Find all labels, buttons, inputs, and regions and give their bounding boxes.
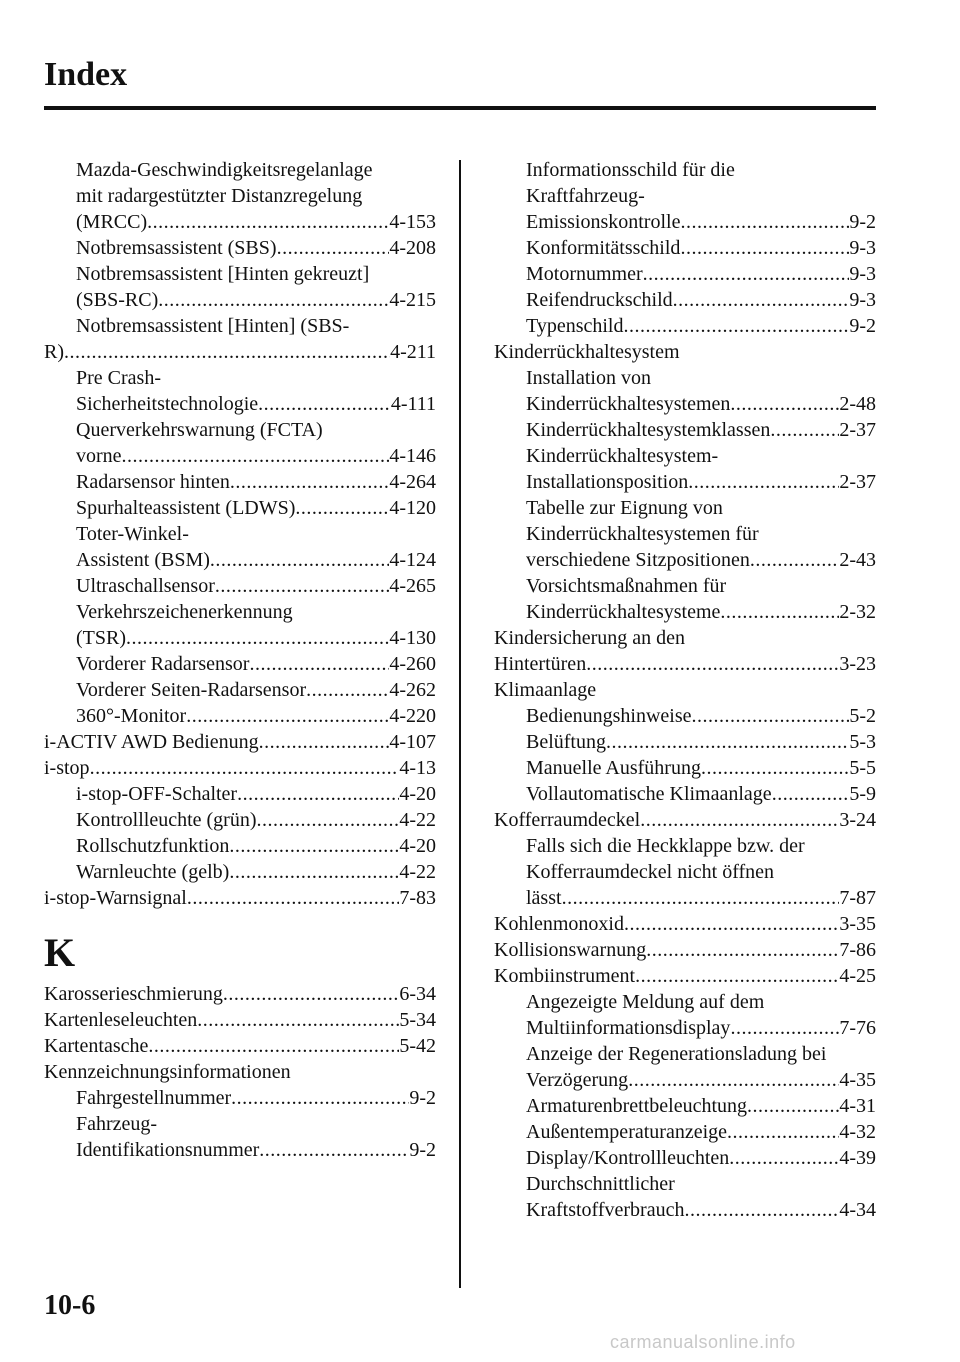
index-entry [494, 235, 876, 261]
index-entry-label: Kartentasche [44, 1035, 149, 1057]
index-entry [494, 1145, 876, 1171]
index-entry [44, 183, 436, 209]
index-entry-label: lässt [526, 887, 562, 909]
index-entry [44, 651, 436, 677]
index-entry-page: 9-3 [849, 289, 876, 311]
index-entry [494, 1197, 876, 1223]
index-entry [44, 521, 436, 547]
dot-leader [643, 261, 850, 287]
index-entry-label: Konformitätsschild [526, 237, 681, 259]
index-entry-page: 4-25 [839, 965, 876, 987]
dot-leader [684, 1197, 839, 1223]
index-entry-label: (SBS-RC) [76, 289, 159, 311]
index-entry-label: Informationsschild für die [526, 159, 735, 181]
index-entry [44, 755, 436, 781]
index-entry-label: Spurhalteassistent (LDWS) [76, 497, 296, 519]
dot-leader [259, 729, 390, 755]
index-entry [44, 547, 436, 573]
index-entry [494, 1067, 876, 1093]
index-entry [44, 1137, 436, 1163]
index-entry [494, 1015, 876, 1041]
index-entry-label: i-stop-Warnsignal [44, 887, 187, 909]
index-entry-label: Vorsichtsmaßnahmen für [526, 575, 727, 597]
index-entry-label: Verkehrszeichenerkennung [76, 601, 293, 623]
watermark: carmanualsonline.info [610, 1332, 796, 1352]
index-entry [494, 703, 876, 729]
index-entry-label: Kinderrückhaltesysteme [526, 601, 721, 623]
index-entry-page: 4-211 [390, 341, 436, 363]
index-entry [44, 859, 436, 885]
dot-leader [257, 807, 400, 833]
index-entry [44, 469, 436, 495]
index-entry-page: 2-37 [839, 419, 876, 441]
index-entry [44, 833, 436, 859]
index-entry-page: 4-153 [389, 211, 436, 233]
index-entry-label: Reifendruckschild [526, 289, 673, 311]
index-entry [44, 287, 436, 313]
index-entry [44, 807, 436, 833]
index-entry-label: Verzögerung [526, 1069, 629, 1091]
index-entry [44, 391, 436, 417]
index-entry-page: 4-32 [839, 1121, 876, 1143]
index-entry [44, 365, 436, 391]
index-entry-label: Installation von [526, 367, 651, 389]
index-entry-label: Motornummer [526, 263, 643, 285]
index-entry [44, 1007, 436, 1033]
index-entry-page: 4-31 [839, 1095, 876, 1117]
index-list-right [494, 157, 876, 1223]
dot-leader [295, 495, 389, 521]
index-entry [494, 963, 876, 989]
index-entry [44, 313, 436, 339]
index-entry-page: 4-39 [839, 1147, 876, 1169]
index-entry-page: 4-208 [389, 237, 436, 259]
index-entry-page: 2-48 [839, 393, 876, 415]
dot-leader [680, 235, 849, 261]
dot-leader [673, 287, 850, 313]
dot-leader [680, 209, 849, 235]
index-entry [494, 573, 876, 599]
index-entry-label: Ultraschallsensor [76, 575, 215, 597]
index-entry [44, 1111, 436, 1137]
dot-leader [720, 599, 839, 625]
index-entry [494, 391, 876, 417]
index-entry [44, 339, 436, 365]
index-entry [494, 157, 876, 183]
page-title: Index [44, 56, 128, 93]
dot-leader [187, 885, 400, 911]
index-entry-label: Kombiinstrument [494, 965, 636, 987]
index-entry-page: 4-124 [389, 549, 436, 571]
index-entry-label: Kraftfahrzeug- [526, 185, 645, 207]
index-entry [494, 833, 876, 859]
index-entry [494, 183, 876, 209]
index-entry [44, 885, 436, 911]
index-entry-page: 9-2 [849, 211, 876, 233]
index-entry [494, 625, 876, 651]
index-entry [494, 729, 876, 755]
index-entry-label: mit radargestützter Distanzregelung [76, 185, 363, 207]
index-entry-page: 5-9 [849, 783, 876, 805]
index-entry [494, 417, 876, 443]
dot-leader [231, 1085, 409, 1111]
index-entry-page: 5-3 [849, 731, 876, 753]
index-entry-page: 5-2 [849, 705, 876, 727]
index-entry [44, 677, 436, 703]
index-entry [494, 599, 876, 625]
dot-leader [148, 1033, 399, 1059]
index-entry-page: 2-32 [839, 601, 876, 623]
index-entry-label: Assistent (BSM) [76, 549, 210, 571]
dot-leader [772, 781, 850, 807]
index-entry-label: Belüftung [526, 731, 606, 753]
index-entry-page: 9-2 [409, 1139, 436, 1161]
index-entry-label: Kennzeichnungsinformationen [44, 1061, 291, 1083]
index-entry [494, 651, 876, 677]
dot-leader [624, 911, 839, 937]
index-entry-label: Radarsensor hinten [76, 471, 230, 493]
index-entry-page: 5-5 [849, 757, 876, 779]
index-entry [44, 625, 436, 651]
index-column-right [494, 157, 876, 1223]
index-entry-label: Kartenleseleuchten [44, 1009, 198, 1031]
index-entry-label: Kinderrückhaltesystemklassen [526, 419, 771, 441]
index-entry-page: 3-23 [839, 653, 876, 675]
index-entry [494, 755, 876, 781]
index-entry [44, 703, 436, 729]
index-entry [494, 859, 876, 885]
index-entry-page: 4-20 [399, 783, 436, 805]
dot-leader [646, 937, 839, 963]
index-entry-label: Vorderer Seiten-Radarsensor [76, 679, 307, 701]
index-entry-page: 5-34 [399, 1009, 436, 1031]
index-entry [494, 1041, 876, 1067]
index-entry [44, 495, 436, 521]
index-entry-page: 4-260 [389, 653, 436, 675]
index-entry-label: Installationsposition [526, 471, 689, 493]
index-entry [44, 209, 436, 235]
index-entry [494, 885, 876, 911]
index-entry-page: 2-43 [839, 549, 876, 571]
dot-leader [186, 703, 389, 729]
index-entry [494, 989, 876, 1015]
index-entry-page: 4-130 [389, 627, 436, 649]
index-entry-page: 9-2 [849, 315, 876, 337]
index-entry-label: Emissionskontrolle [526, 211, 681, 233]
index-entry [494, 287, 876, 313]
index-entry [44, 157, 436, 183]
index-entry-label: Kraftstoffverbrauch [526, 1199, 685, 1221]
dot-leader [230, 469, 389, 495]
index-entry [494, 911, 876, 937]
index-entry-label: (TSR) [76, 627, 126, 649]
index-entry-label: Falls sich die Heckklappe bzw. der [526, 835, 805, 857]
index-entry-label: verschiedene Sitzpositionen [526, 549, 750, 571]
index-entry-label: 360°-Monitor [76, 705, 187, 727]
index-entry [44, 261, 436, 287]
index-entry-label: vorne [76, 445, 122, 467]
index-entry-page: 4-120 [389, 497, 436, 519]
index-entry-label: Anzeige der Regenerationsladung bei [526, 1043, 827, 1065]
index-entry-page: 4-20 [399, 835, 436, 857]
index-entry [494, 677, 876, 703]
dot-leader [229, 859, 399, 885]
index-entry [494, 313, 876, 339]
index-entry-label: Manuelle Ausführung [526, 757, 701, 779]
index-entry-label: Mazda-Geschwindigkeitsregelanlage [76, 159, 373, 181]
index-entry-label: Toter-Winkel- [76, 523, 189, 545]
index-entry-label: Klimaanlage [494, 679, 597, 701]
dot-leader [729, 1145, 839, 1171]
index-entry-label: Vollautomatische Klimaanlage [526, 783, 772, 805]
index-entry [44, 235, 436, 261]
dot-leader [586, 651, 839, 677]
dot-leader [730, 1015, 839, 1041]
index-entry-page: 4-22 [399, 809, 436, 831]
index-entry-page: 9-3 [849, 237, 876, 259]
index-entry-page: 5-42 [399, 1035, 436, 1057]
index-entry-label: R) [44, 341, 64, 363]
index-entry-label: Kinderrückhaltesystemen [526, 393, 731, 415]
index-entry [44, 573, 436, 599]
index-entry-label: Typenschild [526, 315, 624, 337]
index-entry-page: 3-35 [839, 913, 876, 935]
index-entry [44, 1059, 436, 1085]
dot-leader [727, 1119, 839, 1145]
index-entry-label: Kontrollleuchte (grün) [76, 809, 257, 831]
index-entry-page: 4-107 [389, 731, 436, 753]
index-entry-label: Rollschutzfunktion [76, 835, 230, 857]
index-entry-label: Außentemperaturanzeige [526, 1121, 728, 1143]
index-entry-label: Notbremsassistent (SBS) [76, 237, 277, 259]
dot-leader [701, 755, 849, 781]
index-entry [44, 981, 436, 1007]
dot-leader [64, 339, 390, 365]
index-entry [494, 365, 876, 391]
dot-leader [90, 755, 400, 781]
index-entry-label: Vorderer Radarsensor [76, 653, 250, 675]
index-entry-label: i-ACTIV AWD Bedienung [44, 731, 259, 753]
index-entry-page: 4-35 [839, 1069, 876, 1091]
index-entry-page: 9-2 [409, 1087, 436, 1109]
index-entry-label: Kollisionswarnung [494, 939, 647, 961]
index-entry [44, 443, 436, 469]
index-entry [494, 443, 876, 469]
dot-leader [229, 833, 399, 859]
dot-leader [623, 313, 849, 339]
index-entry-label: Identifikationsnummer [76, 1139, 260, 1161]
index-entry-label: Hintertüren [494, 653, 587, 675]
index-entry-label: Tabelle zur Eignung von [526, 497, 723, 519]
dot-leader [606, 729, 849, 755]
index-column-left [44, 157, 436, 1163]
index-entry [44, 599, 436, 625]
index-entry [44, 729, 436, 755]
index-entry-label: Karosserieschmierung [44, 983, 223, 1005]
index-entry-label: Warnleuchte (gelb) [76, 861, 230, 883]
index-entry-label: Sicherheitstechnologie [76, 393, 259, 415]
index-entry-label: Fahrzeug- [76, 1113, 158, 1135]
index-entry-label: Kinderrückhaltesystem [494, 341, 680, 363]
dot-leader [770, 417, 839, 443]
index-entry-page: 4-215 [389, 289, 436, 311]
index-entry-page: 9-3 [849, 263, 876, 285]
dot-leader [197, 1007, 399, 1033]
index-entry-label: (MRCC) [76, 211, 148, 233]
index-entry [494, 1119, 876, 1145]
index-entry [494, 469, 876, 495]
dot-leader [210, 547, 389, 573]
index-entry-label: Notbremsassistent [Hinten gekreuzt] [76, 263, 370, 285]
index-entry-label: Kinderrückhaltesystemen für [526, 523, 759, 545]
index-entry-page: 4-262 [389, 679, 436, 701]
index-entry-label: Multiinformationsdisplay [526, 1017, 731, 1039]
dot-leader [640, 807, 839, 833]
dot-leader [688, 469, 839, 495]
index-entry-label: i-stop [44, 757, 90, 779]
index-entry [44, 781, 436, 807]
index-entry-label: Display/Kontrollleuchten [526, 1147, 730, 1169]
index-entry-page: 4-220 [389, 705, 436, 727]
index-list-k [44, 981, 436, 1163]
index-entry [494, 261, 876, 287]
index-entry-page: 4-13 [399, 757, 436, 779]
index-entry-page: 6-34 [399, 983, 436, 1005]
dot-leader [277, 235, 390, 261]
dot-leader [223, 981, 400, 1007]
index-entry [494, 1093, 876, 1119]
index-entry-label: Kinderrückhaltesystem- [526, 445, 719, 467]
index-entry [494, 521, 876, 547]
index-entry [44, 1033, 436, 1059]
index-entry-page: 7-76 [839, 1017, 876, 1039]
index-entry-page: 3-24 [839, 809, 876, 831]
dot-leader [258, 391, 391, 417]
page-number: 10-6 [44, 1290, 96, 1321]
index-entry-label: Notbremsassistent [Hinten] (SBS- [76, 315, 350, 337]
index-entry [494, 495, 876, 521]
index-entry-label: Kindersicherung an den [494, 627, 686, 649]
index-entry [494, 807, 876, 833]
dot-leader [747, 1093, 839, 1119]
dot-leader [635, 963, 839, 989]
dot-leader [259, 1137, 409, 1163]
dot-leader [249, 651, 389, 677]
index-entry-label: Durchschnittlicher [526, 1173, 675, 1195]
dot-leader [158, 287, 389, 313]
index-entry-label: Kofferraumdeckel nicht öffnen [526, 861, 775, 883]
index-entry-label: Pre Crash- [76, 367, 161, 389]
index-list-left [44, 157, 436, 911]
index-entry [494, 547, 876, 573]
index-entry-label: Querverkehrswarnung (FCTA) [76, 419, 323, 441]
index-entry [494, 339, 876, 365]
header-rule [44, 106, 876, 110]
index-entry-page: 4-111 [390, 393, 436, 415]
index-entry [494, 1171, 876, 1197]
index-entry [44, 417, 436, 443]
index-entry-page: 4-34 [839, 1199, 876, 1221]
section-letter: K [44, 930, 76, 975]
index-entry-page: 7-87 [839, 887, 876, 909]
dot-leader [730, 391, 839, 417]
dot-leader [750, 547, 840, 573]
index-entry-page: 4-265 [389, 575, 436, 597]
index-entry [44, 1085, 436, 1111]
index-entry-label: Fahrgestellnummer [76, 1087, 232, 1109]
index-entry-label: Bedienungshinweise [526, 705, 692, 727]
dot-leader [237, 781, 399, 807]
index-entry-page: 2-37 [839, 471, 876, 493]
index-entry-page: 4-146 [389, 445, 436, 467]
index-entry-label: Kofferraumdeckel [494, 809, 641, 831]
index-entry [494, 937, 876, 963]
dot-leader [628, 1067, 839, 1093]
index-entry-label: i-stop-OFF-Schalter [76, 783, 238, 805]
dot-leader [126, 625, 389, 651]
index-entry-label: Angezeigte Meldung auf dem [526, 991, 765, 1013]
dot-leader [215, 573, 389, 599]
column-divider [459, 160, 461, 1288]
dot-leader [147, 209, 389, 235]
index-entry-page: 7-83 [399, 887, 436, 909]
index-entry-label: Kohlenmonoxid [494, 913, 624, 935]
dot-leader [306, 677, 389, 703]
index-entry-page: 4-22 [399, 861, 436, 883]
dot-leader [562, 885, 840, 911]
index-entry-label: Armaturenbrettbeleuchtung [526, 1095, 748, 1117]
dot-leader [122, 443, 390, 469]
dot-leader [692, 703, 850, 729]
index-entry-page: 7-86 [839, 939, 876, 961]
index-entry [494, 781, 876, 807]
index-entry-page: 4-264 [389, 471, 436, 493]
index-entry [494, 209, 876, 235]
